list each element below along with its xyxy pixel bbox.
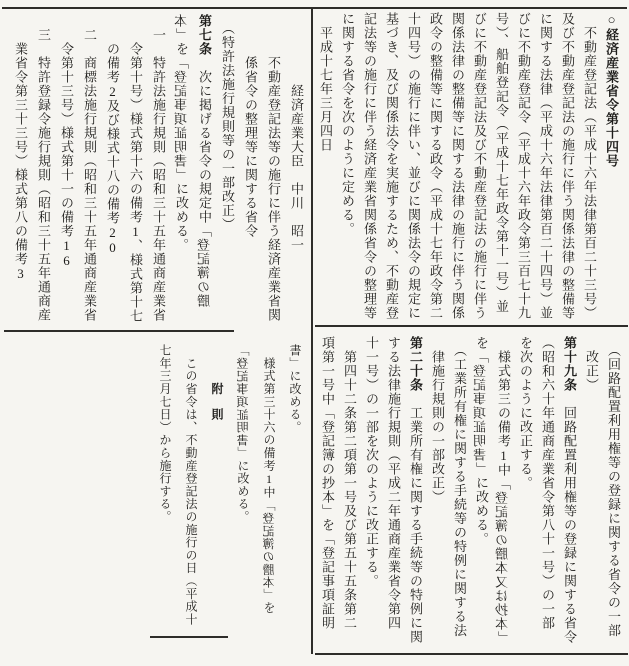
text-run: 第十九条 — [562, 336, 577, 392]
text-run: 政令の整備等に関する政令（平成十七年政令第二 — [428, 12, 443, 320]
text-run: 及び様式十八の備考 — [105, 99, 120, 225]
text-run: びに不動産登記法及び不動産登記法の施行に伴う — [472, 12, 487, 320]
text-run: 項第一号中「登記簿の抄本」を「登記事項証明 — [320, 336, 335, 630]
text-run: （特許法施行規則等の一部改正） — [220, 14, 235, 232]
text-column — [402, 12, 424, 328]
text-column — [9, 14, 32, 332]
mirrored-quoted-text: 登記事項証明書 — [236, 356, 250, 447]
text-run: 」に改める。 — [474, 462, 489, 546]
text-column — [492, 336, 514, 656]
text-run: 」に改める。 — [236, 446, 250, 524]
text-run: 記法等の施行に伴う経済産業省関係省令の整理等 — [362, 12, 377, 320]
text-column — [147, 14, 170, 332]
text-run: 、様式第十七 — [128, 239, 143, 323]
inline-number: 1 — [262, 472, 276, 486]
inline-number: 3 — [13, 266, 28, 281]
text-column — [490, 12, 512, 328]
text-run: 令第十三号）様式第十一の備考 — [59, 14, 74, 238]
text-run: 係省令の整理等に関する省令 — [243, 14, 258, 238]
text-column — [404, 336, 426, 656]
text-run — [210, 344, 224, 382]
text-column — [448, 336, 470, 656]
text-column — [152, 344, 178, 644]
text-column — [193, 14, 216, 332]
text-run: 業省令第三十三号）様式第八の備考 — [13, 14, 28, 266]
text-run: する法律施行規則（平成二年通商産業省令第四 — [386, 336, 401, 630]
text-run: 第四十二条第二項第一号及び第五十五条第二 — [342, 336, 357, 630]
text-column — [204, 344, 230, 644]
mirrored-quoted-text: 登記簿の謄本又は抄本 — [495, 491, 510, 631]
text-column — [446, 12, 468, 328]
text-column — [426, 336, 448, 656]
text-run: 十四号）の施行に伴い、並びに関係法令の規定に — [406, 12, 421, 320]
text-run: を次のように改正する。 — [518, 336, 533, 490]
text-run: 関係法律の整備等に関する法律の施行に伴う関係 — [450, 12, 465, 320]
text-column — [468, 12, 490, 328]
text-column — [470, 336, 492, 656]
text-column — [178, 344, 204, 644]
text-run: 平成十七年三月四日 — [318, 12, 333, 152]
text-run: 書」に改める。 — [288, 344, 302, 434]
mirrored-quoted-text: 登記簿の謄 — [197, 238, 212, 308]
inline-number: 2 — [105, 84, 120, 99]
text-run: 令第十号）様式第十六の備考 — [128, 14, 143, 224]
text-run: 第二十条 — [408, 336, 423, 392]
top-rule — [2, 7, 627, 9]
text-run: びに不動産登記令（平成十六年政令第三百七十九 — [516, 12, 531, 320]
text-column — [358, 12, 380, 328]
mirrored-quoted-text: 登記事項証明書 — [174, 70, 189, 168]
text-column — [512, 12, 534, 328]
text-column — [534, 12, 556, 328]
text-run: ○経済産業省令第十四号 — [604, 12, 619, 168]
mirrored-quoted-text: 登記事項証明書 — [473, 364, 488, 462]
text-column — [316, 336, 338, 656]
text-run: 経済産業大臣 中川 昭一 — [289, 14, 304, 252]
text-run: 律施行規則の一部改正） — [430, 336, 445, 504]
inline-number: 16 — [59, 238, 74, 268]
text-run: 「 — [236, 344, 250, 357]
text-column — [424, 12, 446, 328]
text-run: 及び不動産登記法の施行に伴う関係法律の整備等 — [560, 12, 575, 320]
text-column — [32, 14, 55, 332]
text-run: 一 特許法施行規則（昭和三十五年通商産業省 — [151, 14, 166, 322]
column-divider-rule — [311, 7, 313, 654]
text-column — [262, 14, 285, 332]
text-column — [336, 12, 358, 328]
text-column — [256, 344, 282, 644]
text-run: 中「 — [262, 486, 276, 512]
text-column — [78, 14, 101, 332]
text-column — [282, 344, 308, 644]
block-supplementary-provision — [152, 344, 308, 644]
text-run: 第七条 — [197, 14, 212, 56]
block-articles-19-20 — [316, 336, 624, 656]
text-run: 附 則 — [210, 382, 224, 421]
text-column — [558, 336, 580, 656]
text-column — [285, 14, 308, 332]
text-run: 」 — [496, 631, 511, 645]
text-run: 次に掲げる省令の規定中「 — [197, 56, 212, 238]
text-run: 工業所有権に関する手続等の特例に関 — [408, 392, 423, 644]
text-run: この省令は、不動産登記法の施行の日（平成十 — [184, 344, 198, 626]
text-run: 様式第三十六の備考 — [262, 344, 276, 472]
inline-number: 1 — [128, 224, 143, 239]
text-column — [380, 12, 402, 328]
text-run: 三 特許登録令施行規則（昭和三十五年通商産 — [36, 14, 51, 322]
inline-number: 1 — [496, 448, 511, 463]
text-run: （回路配置利用権等の登録に関する省令の一部 — [606, 336, 621, 638]
text-column — [230, 344, 256, 644]
text-run: 不動産登記法（平成十六年法律第百二十三号） — [582, 12, 597, 320]
text-column — [314, 12, 336, 328]
text-run: 」に改める。 — [174, 168, 189, 252]
text-run: 基づき、及び関係法令を実施するため、不動産登 — [384, 12, 399, 320]
text-column — [124, 14, 147, 332]
mirrored-quoted-text: 本 — [174, 14, 189, 28]
text-column — [239, 14, 262, 332]
text-run: に関する法律（平成十六年法律第百二十四号）並 — [538, 12, 553, 320]
text-run: （昭和六十年通商産業省令第八十一号）の一部 — [540, 336, 555, 630]
text-run: 中「 — [496, 463, 511, 491]
text-column — [556, 12, 578, 328]
inline-number: 20 — [105, 225, 120, 255]
text-run: 様式第三の備考 — [496, 336, 511, 448]
text-column — [338, 336, 360, 656]
text-run: の備考 — [105, 14, 120, 84]
block-ordinance-preamble — [314, 12, 622, 328]
text-column — [216, 14, 239, 332]
text-column — [360, 336, 382, 656]
text-run: 不動産登記法等の施行に伴う経済産業省関 — [266, 14, 281, 322]
block-minister-and-article7 — [6, 14, 308, 332]
text-column — [170, 14, 193, 332]
text-column — [514, 336, 536, 656]
text-column — [580, 336, 602, 656]
text-run: （工業所有権に関する手続等の特例に関する法 — [452, 336, 467, 638]
text-column — [578, 12, 600, 328]
text-column — [600, 12, 622, 328]
text-run: 回路配置利用権等の登録に関する省令 — [562, 392, 577, 644]
text-run: 号）、船舶登記令（平成十七年政令第十一号）並 — [494, 12, 509, 314]
text-run: 二 商標法施行規則（昭和三十五年通商産業省 — [82, 14, 97, 322]
text-column — [536, 336, 558, 656]
text-run: に関する省令を次のように定める。 — [340, 12, 355, 236]
text-run: 」を「 — [174, 28, 189, 70]
text-column — [55, 14, 78, 332]
text-run: 」を — [262, 588, 276, 615]
text-run: 七年三月七日）から施行する。 — [158, 344, 172, 524]
text-column — [382, 336, 404, 656]
text-column — [101, 14, 124, 332]
text-column — [602, 336, 624, 656]
mirrored-quoted-text: 登記簿の謄本 — [262, 511, 276, 589]
text-run: 十一号）の一部を次のように改正する。 — [364, 336, 379, 588]
text-run: 改正） — [584, 336, 599, 392]
text-run: を「 — [474, 336, 489, 364]
